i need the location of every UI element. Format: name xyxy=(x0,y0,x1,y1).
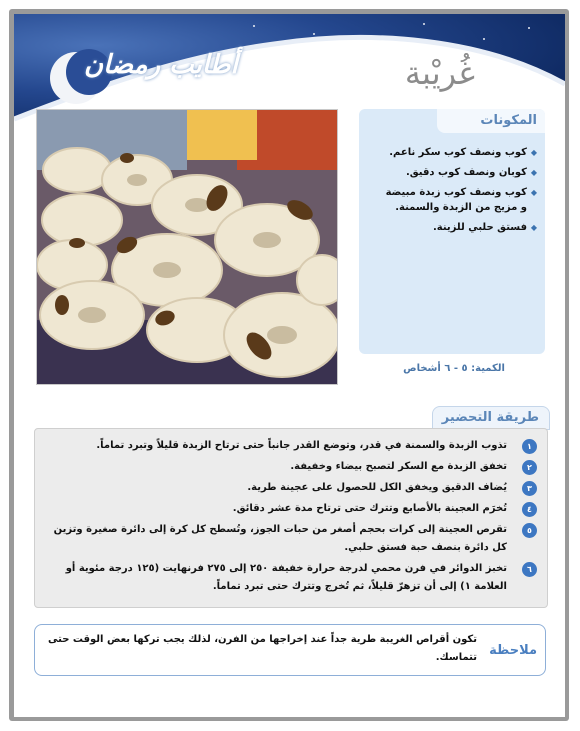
method-tab xyxy=(432,406,550,430)
recipe-title: غُريْبة xyxy=(404,54,475,92)
step-number-badge: ٢ xyxy=(522,460,537,475)
diamond-bullet-icon: ◆ xyxy=(530,223,537,232)
note-box xyxy=(34,624,546,676)
ingredient-item: ◆ كوب ونصف كوب سكر ناعم. xyxy=(389,147,537,158)
step-number-badge: ٥ xyxy=(522,523,537,538)
step-item: ٣ يُضاف الدقيق ويخفق الكل للحصول على عجينة طرية. xyxy=(45,479,537,497)
diamond-bullet-icon: ◆ xyxy=(530,148,537,157)
ingredient-item-continued: و مزيج من الزبدة والسمنة. xyxy=(395,202,527,213)
diamond-bullet-icon: ◆ xyxy=(530,188,537,197)
ingredients-tab xyxy=(437,109,545,133)
ingredient-item: ◆ كوب ونصف كوب زبدة مبيضة xyxy=(385,187,537,198)
method-steps xyxy=(45,437,537,599)
step-item: ١ تذوب الزبدة والسمنة في قدر، وتوضع القدر جانباً حتى ترتاح الزبدة قليلاً وتبرد تماماً. xyxy=(45,437,537,455)
ingredients-list xyxy=(361,145,537,240)
diamond-bullet-icon: ◆ xyxy=(530,168,537,177)
step-number-badge: ٣ xyxy=(522,481,537,496)
method-box xyxy=(34,428,548,608)
servings-quantity: الكمية: ٥ - ٦ أشخاص xyxy=(403,363,505,374)
ingredients-panel xyxy=(359,109,545,354)
note-text: تكون أقراص الغريبة طرية جداً عند إخراجها من الفرن، لذلك يجب تركها بعض الوقت حتى تتماسك. xyxy=(48,634,477,663)
recipe-card xyxy=(14,14,565,717)
step-number-badge: ٦ xyxy=(522,562,537,577)
step-number-badge: ٤ xyxy=(522,502,537,517)
step-item: ٢ تخفق الزبدة مع السكر لتصبح بيضاء وخفيفة. xyxy=(45,458,537,476)
note-label: ملاحظة xyxy=(489,643,537,658)
method-title: طريقة التحضير xyxy=(441,410,539,425)
ingredients-title: المكونات xyxy=(480,113,537,128)
step-item: ٤ تُخرَم العجينة بالأصابع وتترك حتى ترتاح مدة عشر دقائق. xyxy=(45,500,537,518)
step-number-badge: ١ xyxy=(522,439,537,454)
cookies-photo xyxy=(36,109,338,385)
ingredient-item: ◆ كوبان ونصف كوب دقيق. xyxy=(405,167,537,178)
step-item: ٥ تقرص العجينة إلى كرات بحجم أصغر من حبات الجوز، وتُسطح كل كرة إلى دائرة صغيرة وتزين كل دائرة بنصف حبة فستق حلبي. xyxy=(45,521,537,557)
logo-title: أطايب رمضان xyxy=(84,50,238,80)
step-item: ٦ تخبز الدوائر في فرن محمي لدرجة حرارة خفيفة ٢٥٠ إلى ٢٧٥ فرنهايت (١٢٥ درجة مئوية أو العلامة ١) إلى أن تزهرّ قليلاً، ثم تُخرج وتترك حتى تبرد تماماً. xyxy=(45,560,537,596)
ingredient-item: ◆ فستق حلبي للزينة. xyxy=(432,222,537,233)
